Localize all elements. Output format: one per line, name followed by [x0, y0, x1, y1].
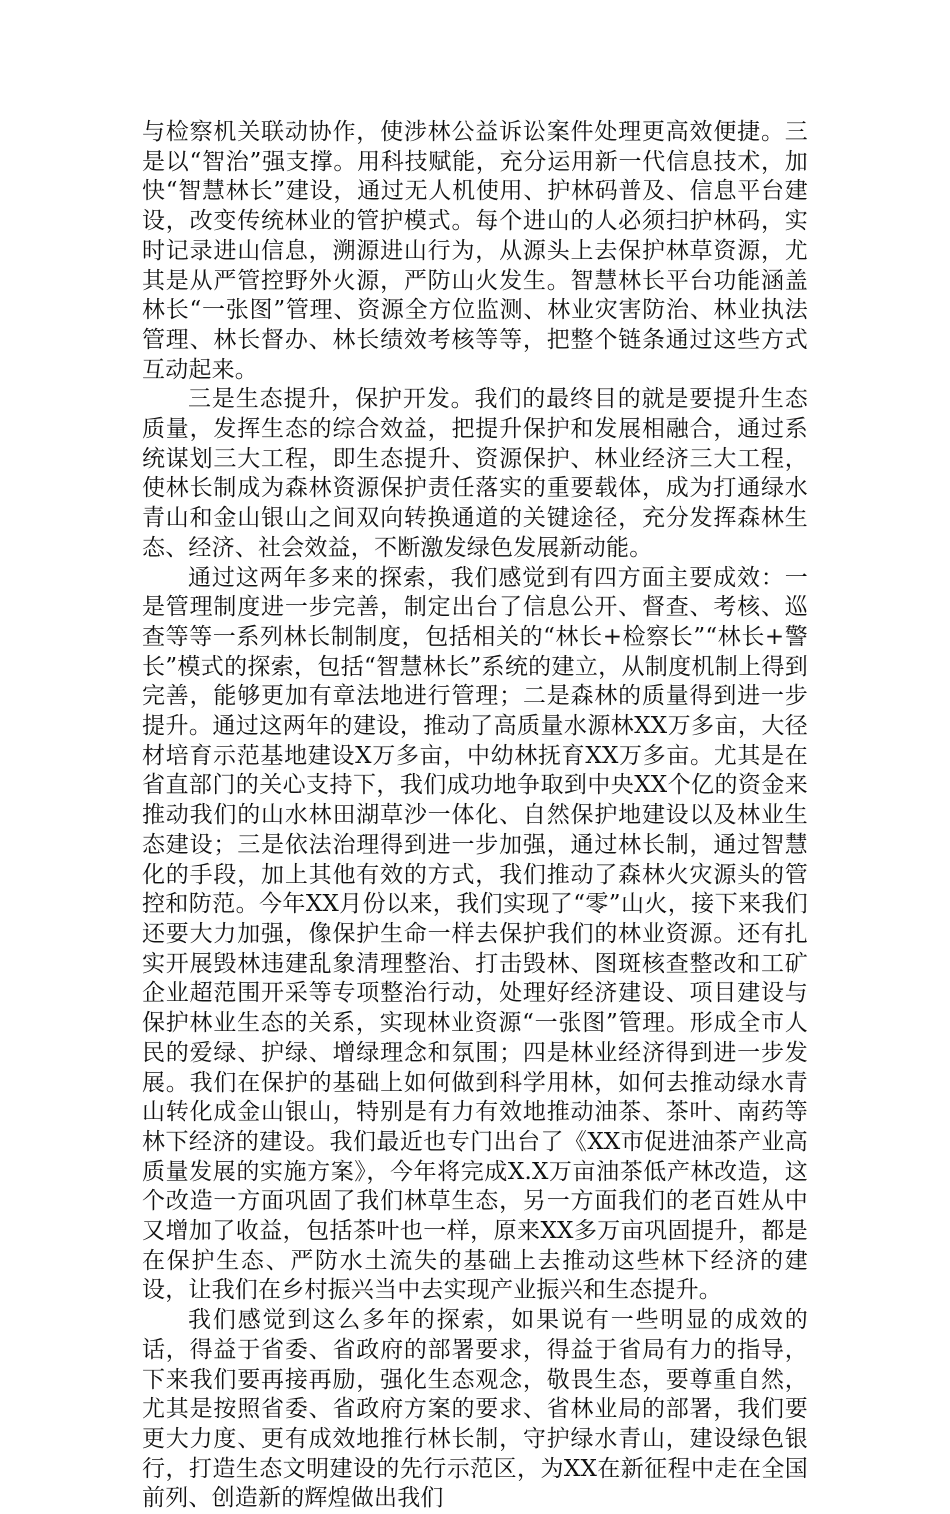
paragraph-2: 三是生态提升，保护开发。我们的最终目的就是要提升生态质量，发挥生态的综合效益，把提升保护和发展相融合，通过系统谋划三大工程，即生态提升、资源保护、林业经济三大工程，使林长制成为森林资源保护责任落实的重要载体，成为打通绿水青山和金山银山之间双向转换通道的关键途径，充分发挥森林生态、经济、社会效益，不断激发绿色发展新动能。 [142, 386, 808, 561]
document-body [142, 118, 808, 1514]
paragraph-4: 我们感觉到这么多年的探索，如果说有一些明显的成效的话，得益于省委、省政府的部署要求，得益于省局有力的指导，下来我们要再接再励，强化生态观念，敬畏生态，要尊重自然，尤其是按照省委、省政府方案的要求、省林业局的部署，我们要更大力度、更有成效地推行林长制，守护绿水青山，建设绿色银行，打造生态文明建设的先行示范区，为XX在新征程中走在全国前列、创造新的辉煌做出我们 [142, 1307, 808, 1512]
paragraph-3: 通过这两年多来的探索，我们感觉到有四方面主要成效：一是管理制度进一步完善，制定出台了信息公开、督查、考核、巡查等等一系列林长制制度，包括相关的“林长+检察长”“林长+警长”模式的探索，包括“智慧林长”系统的建立，从制度机制上得到完善，能够更加有章法地进行管理；二是森林的质量得到进一步提升。通过这两年的建设，推动了高质量水源林XX万多亩，大径材培育示范基地建设X万多亩，中幼林抚育XX万多亩。尤其是在省直部门的关心支持下，我们成功地争取到中央XX个亿的资金来推动我们的山水林田湖草沙一体化、自然保护地建设以及林业生态建设；三是依法治理得到进一步加强，通过林长制，通过智慧化的手段，加上其他有效的方式，我们推动了森林火灾源头的管控和防范。今年XX月份以来，我们实现了“零”山火，接下来我们还要大力加强，像保护生命一样去保护我们的林业资源。还有扎实开展毁林违建乱象清理整治、打击毁林、图斑核查整改和工矿企业超范围开采等专项整治行动，处理好经济建设、项目建设与保护林业生态的关系，实现林业资源“一张图”管理。形成全市人民的爱绿、护绿、增绿理念和氛围；四是林业经济得到进一步发展。我们在保护的基础上如何做到科学用林，如何去推动绿水青山转化成金山银山，特别是有力有效地推动油茶、茶叶、南药等林下经济的建设。我们最近也专门出台了《XX市促进油茶产业高质量发展的实施方案》，今年将完成X.X万亩油茶低产林改造，这个改造一方面巩固了我们林草生态，另一方面我们的老百姓从中又增加了收益，包括茶叶也一样，原来XX多万亩巩固提升，都是在保护生态、严防水土流失的基础上去推动这些林下经济的建设，让我们在乡村振兴当中去实现产业振兴和生态提升。 [142, 564, 808, 1304]
paragraph-1: 与检察机关联动协作，使涉林公益诉讼案件处理更高效便捷。三是以“智治”强支撑。用科技赋能，充分运用新一代信息技术，加快“智慧林长”建设，通过无人机使用、护林码普及、信息平台建设，改变传统林业的管护模式。每个进山的人必须扫护林码，实时记录进山信息，溯源进山行为，从源头上去保护林草资源，尤其是从严管控野外火源，严防山火发生。智慧林长平台功能涵盖林长“一张图”管理、资源全方位监测、林业灾害防治、林业执法管理、林长督办、林长绩效考核等等，把整个链条通过这些方式互动起来。 [142, 119, 808, 383]
